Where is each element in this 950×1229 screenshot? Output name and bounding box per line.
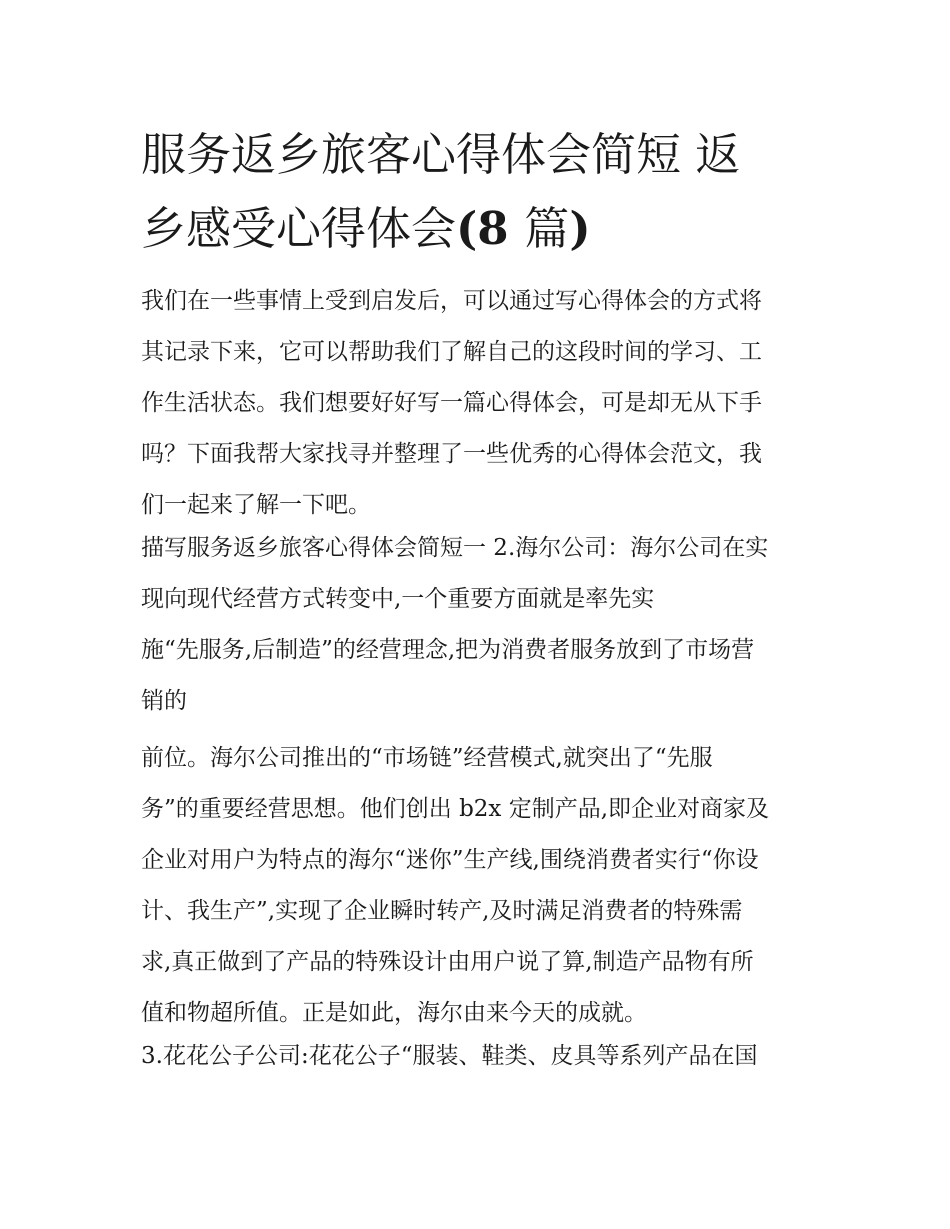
body-line: 现向现代经营方式转变中,一个重要方面就是率先实: [141, 586, 655, 612]
body-line: 销的: [141, 688, 187, 714]
body-line: 值和物超所值。正是如此，海尔由来今天的成就。: [141, 1000, 647, 1026]
body-line: 我们在一些事情上受到启发后，可以通过写心得体会的方式将: [141, 288, 762, 314]
title-line-1: 服务返乡旅客心得体会简短 返: [141, 128, 741, 181]
body-line: 企业对用户为特点的海尔“迷你”生产线,围绕消费者实行“你设: [141, 847, 759, 873]
title-line-2-mid: 篇: [524, 202, 570, 255]
body-line: 们一起来了解一下吧。: [141, 492, 371, 518]
document-body: [141, 282, 813, 1088]
body-line: 计、我生产”,实现了企业瞬时转产,及时满足消费者的特殊需: [141, 898, 743, 924]
title-line-2: [141, 192, 813, 266]
title-line-2-end: ): [569, 202, 591, 255]
body-line: 施“先服务,后制造”的经营理念,把为消费者服务放到了市场营: [141, 637, 755, 663]
body-line: 3.花花公子公司:花花公子“服装、鞋类、皮具等系列产品在国: [141, 1043, 758, 1069]
body-line: 前位。海尔公司推出的“市场链”经营模式,就突出了“先服: [141, 745, 713, 771]
body-line: 其记录下来，它可以帮助我们了解自己的这段时间的学习、工: [141, 339, 762, 365]
title-count-bold: (8: [456, 202, 525, 255]
document-title: [141, 118, 813, 266]
title-line-2-prefix: 乡感受心得体会: [141, 202, 457, 255]
body-line: 描写服务返乡旅客心得体会简短一 2.海尔公司：海尔公司在实: [141, 535, 769, 561]
body-line: 务”的重要经营思想。他们创出 b2x 定制产品,即企业对商家及: [141, 796, 770, 822]
body-line: 作生活状态。我们想要好好写一篇心得体会，可是却无从下手: [141, 390, 762, 416]
body-line: 吗？下面我帮大家找寻并整理了一些优秀的心得体会范文，我: [141, 441, 762, 467]
body-line: 求,真正做到了产品的特殊设计由用户说了算,制造产品物有所: [141, 949, 754, 975]
